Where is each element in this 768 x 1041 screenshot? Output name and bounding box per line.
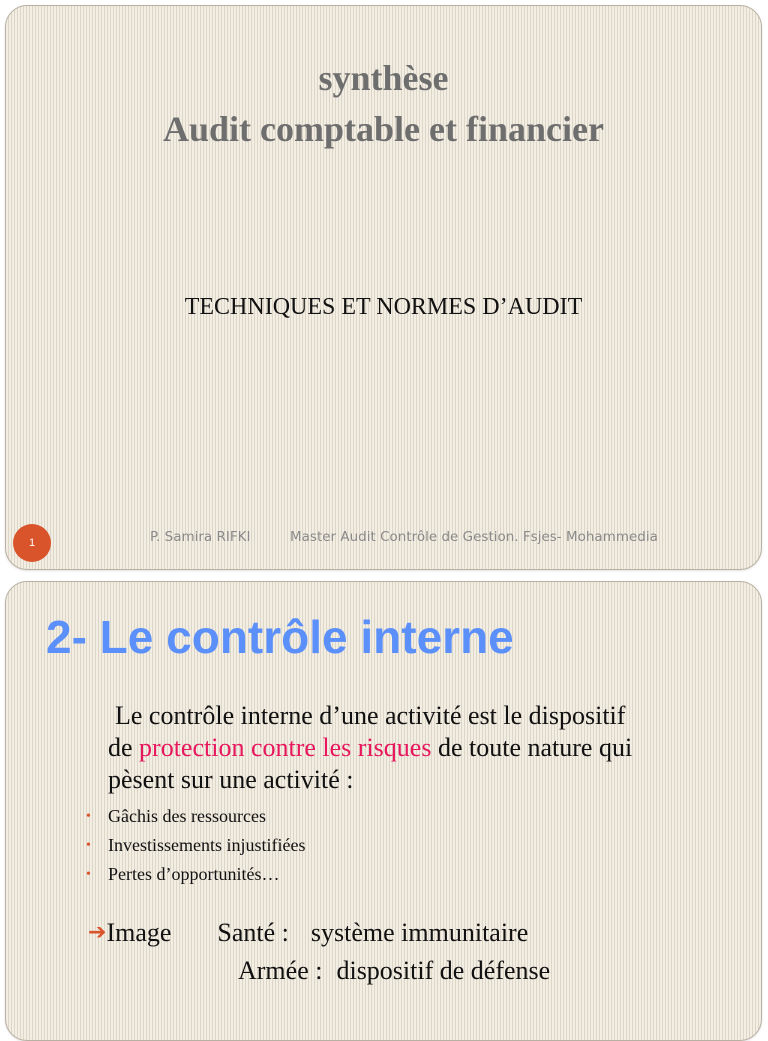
- list-item-label: Investissements injustifiées: [108, 835, 306, 855]
- slide-subtitle: TECHNIQUES ET NORMES D’AUDIT: [184, 294, 583, 320]
- right-arrow-icon: ➔: [88, 920, 107, 945]
- paragraph-line-2: [108, 732, 748, 764]
- image-line: [88, 918, 528, 948]
- slide-title-line-1: synthèse: [318, 58, 449, 98]
- slide-title-line-2: Audit comptable et financier: [163, 109, 604, 149]
- sante-label: Santé :: [217, 918, 289, 947]
- paragraph-line-1: Le contrôle interne d’une activité est le dispositif: [115, 701, 626, 730]
- list-item-label: Gâchis des ressources: [108, 806, 266, 826]
- footer-author: P. Samira RIFKI: [150, 529, 251, 545]
- armee-label: Armée :: [238, 956, 323, 985]
- definition-paragraph: [108, 700, 748, 796]
- highlighted-phrase: protection contre les risques: [139, 733, 432, 762]
- paragraph-line-3: pèsent sur une activité :: [108, 765, 354, 794]
- list-item-label: Pertes d’opportunités…: [108, 864, 280, 884]
- list-item: [86, 860, 305, 889]
- bullet-icon: •: [86, 838, 91, 853]
- paragraph-de: de: [108, 733, 140, 762]
- footer-course: Master Audit Contrôle de Gestion. Fsjes- Mohammedia: [290, 529, 658, 545]
- list-item: [86, 831, 305, 860]
- slide-number-badge: 1: [13, 524, 51, 562]
- image-label: Image: [106, 918, 172, 947]
- armee-line: [238, 956, 550, 986]
- slide-2: [5, 581, 762, 1041]
- armee-value: dispositif de défense: [336, 956, 551, 985]
- slide-title: 2- Le contrôle interne: [46, 611, 514, 663]
- slide-1: [5, 5, 762, 570]
- bullet-icon: •: [86, 809, 91, 824]
- paragraph-rest: de toute nature qui: [431, 733, 633, 762]
- sante-value: système immunitaire: [310, 918, 529, 947]
- risk-list: [86, 802, 305, 889]
- list-item: [86, 802, 305, 831]
- bullet-icon: •: [86, 867, 91, 882]
